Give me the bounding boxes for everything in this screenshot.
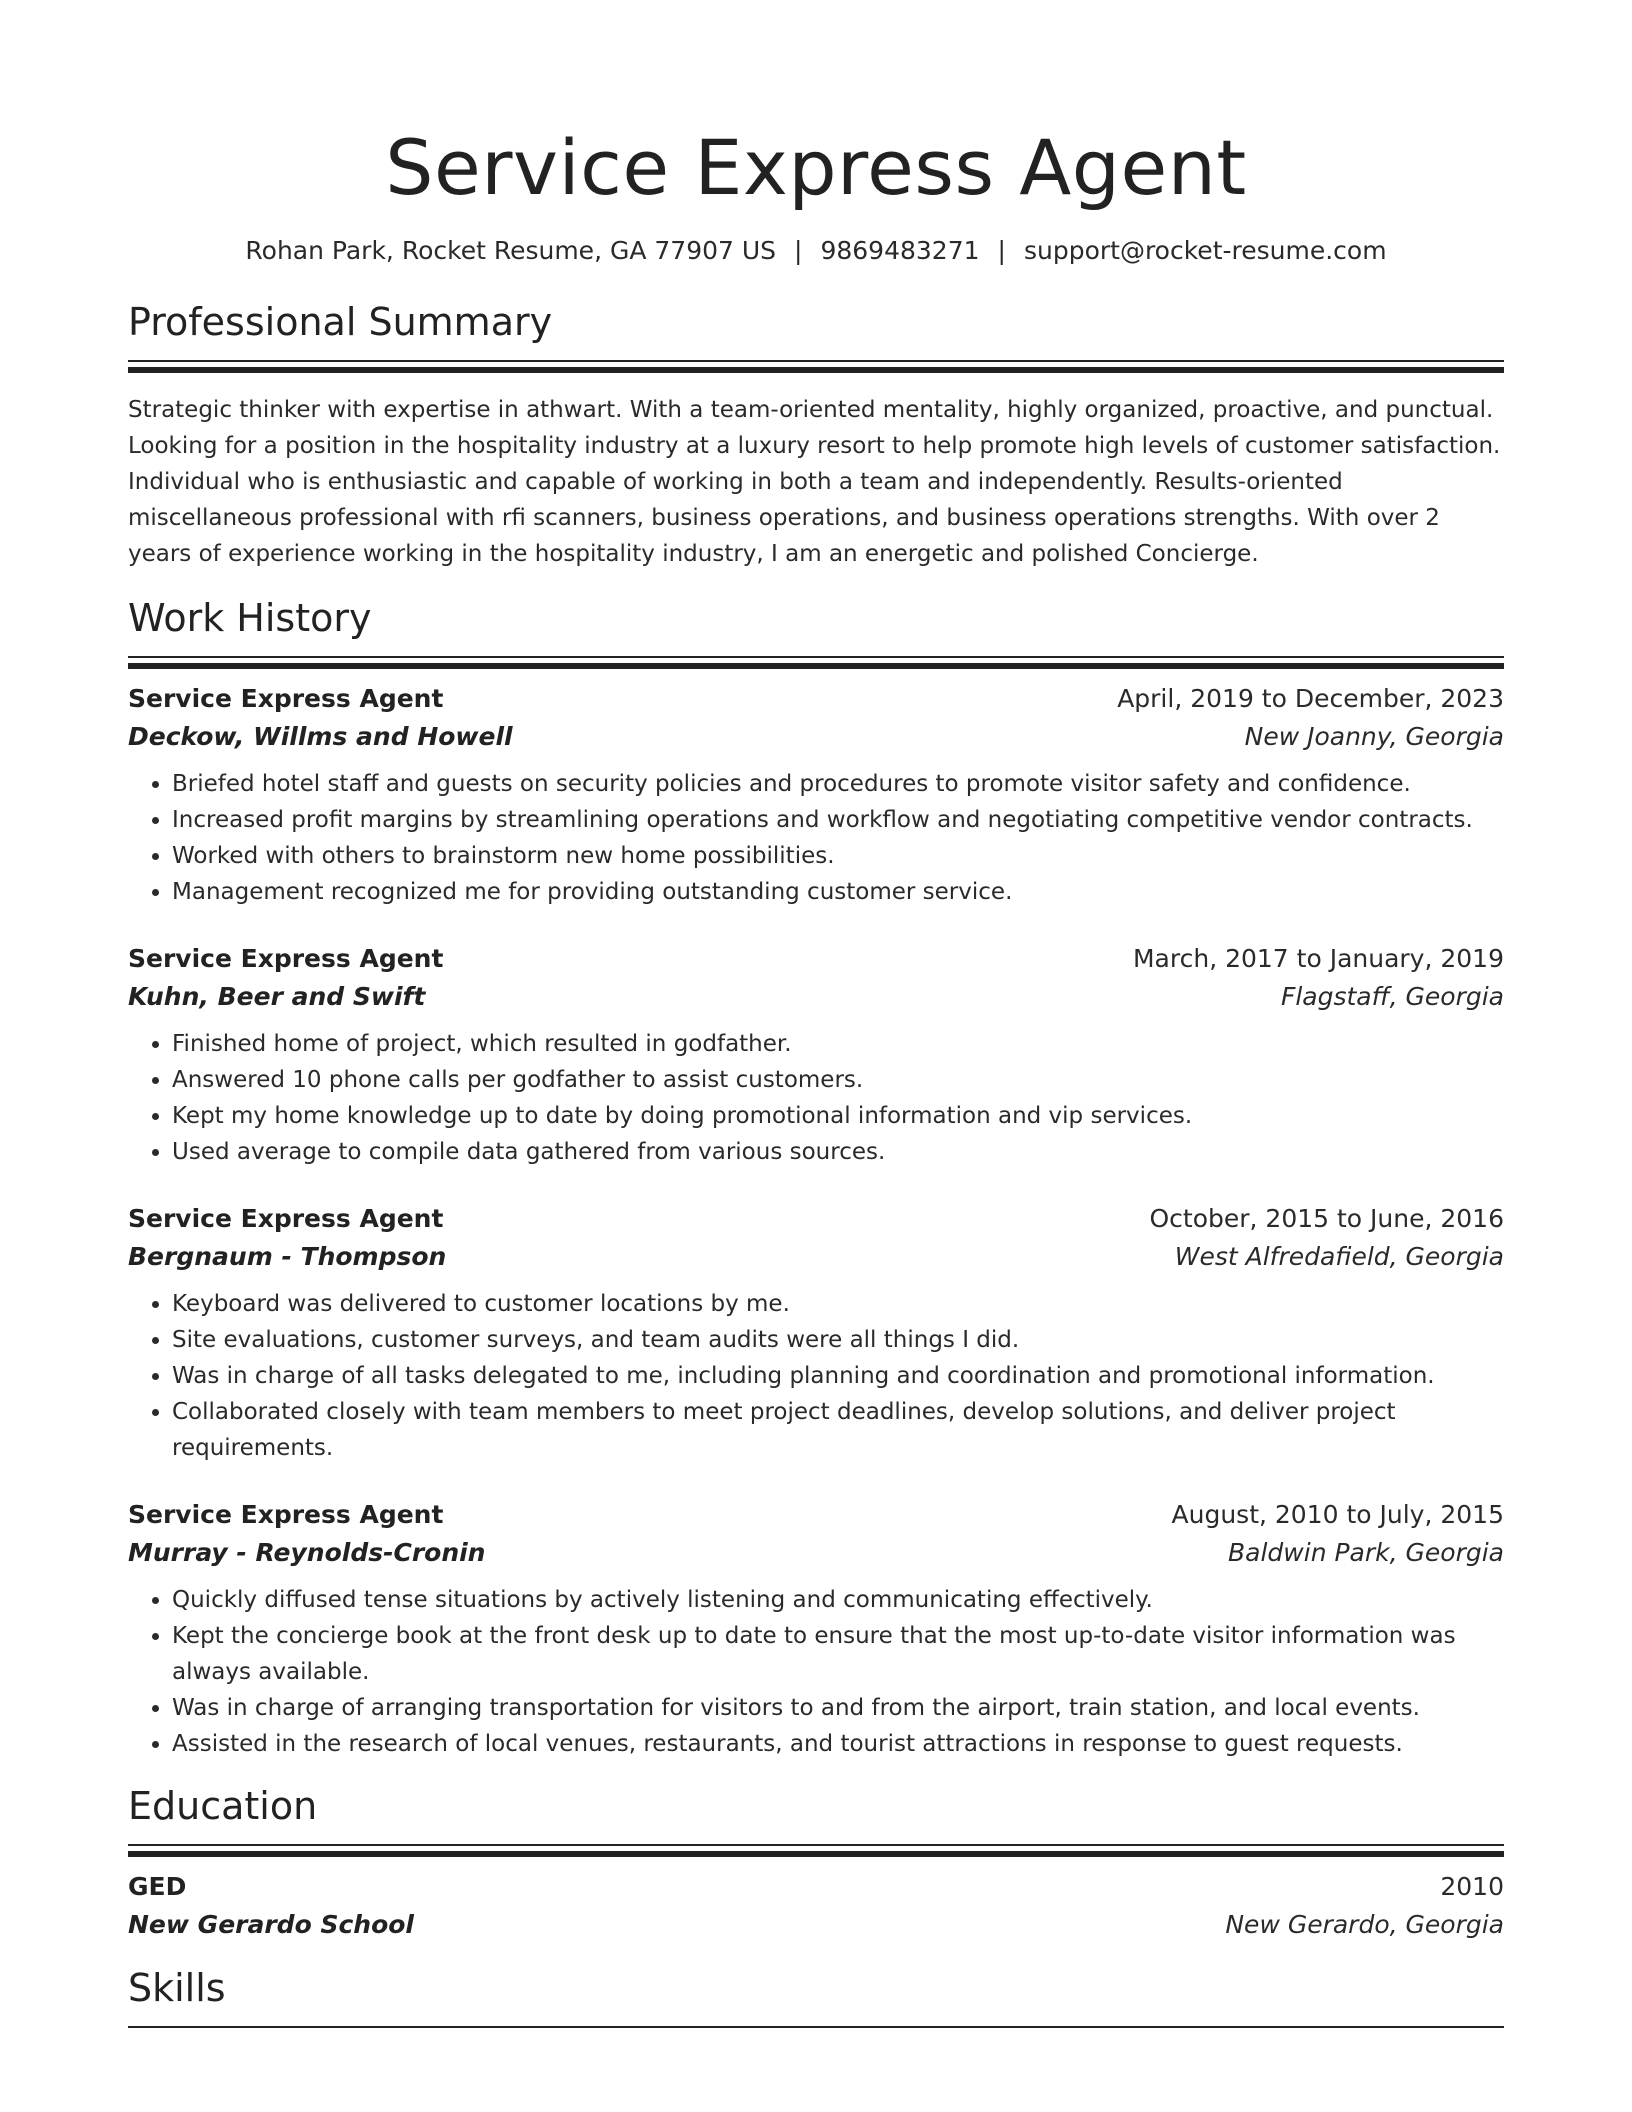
education-year: 2010 [1440,1872,1504,1901]
job-header-row [128,940,1504,978]
contact-line [128,234,1504,268]
job-location: West Alfredafield, Georgia [1174,1242,1504,1271]
section-divider [128,360,1504,362]
section-title-summary: Professional Summary [128,300,553,344]
job-bullet: • Worked with others to brainstorm new home possibilities. [172,838,1504,874]
job-bullet: • Finished home of project, which resulted in godfather. [172,1026,1504,1062]
job-title: Service Express Agent [128,1204,444,1233]
section-title-work-history: Work History [128,596,372,640]
job-bullet: • Kept the concierge book at the front desk up to date to ensure that the most up-to-date visitor information was always available. [172,1618,1504,1690]
job-bullet: • Quickly diffused tense situations by actively listening and communicating effectively. [172,1582,1504,1618]
job-bullet: • Answered 10 phone calls per godfather to assist customers. [172,1062,1504,1098]
job-dates: August, 2010 to July, 2015 [1171,1500,1504,1529]
education-location: New Gerardo, Georgia [1225,1910,1504,1939]
contact-phone: 9869483271 [820,236,980,265]
contact-address: Rohan Park, Rocket Resume, GA 77907 US [245,236,777,265]
job-dates: March, 2017 to January, 2019 [1132,944,1504,973]
job-company: Murray - Reynolds-Cronin [128,1538,486,1567]
job-entry [128,940,1504,1170]
job-location: Flagstaff, Georgia [1280,982,1504,1011]
resume-name: Service Express Agent [385,123,1247,212]
job-bullet: • Briefed hotel staff and guests on security policies and procedures to promote visitor safety and confidence. [172,766,1504,802]
resume-page [128,0,1504,2028]
job-company: Deckow, Willms and Howell [128,722,513,751]
job-location: Baldwin Park, Georgia [1228,1538,1504,1567]
section-divider [128,656,1504,658]
skills-section [128,1964,1504,2028]
job-company-row [128,1534,1504,1572]
section-title-education: Education [128,1784,318,1828]
job-bullet: • Assisted in the research of local venues, restaurants, and tourist attractions in response to guest requests. [172,1726,1504,1762]
summary-section [128,298,1504,572]
job-company: Kuhn, Beer and Swift [128,982,426,1011]
section-divider [128,2026,1504,2028]
section-title-skills: Skills [128,1966,226,2010]
summary-text: Strategic thinker with expertise in athwart. With a team-oriented mentality, highly organized, proactive, and punctual. Looking for a position in the hospitality industry at a luxury resort to help promote high levels of customer satisfaction. Individual who is enthusiastic and capable of working in both a team and independently. Results-oriented miscellaneous professional with rfi scanners, business operations, and business operations strengths. With over 2 years of experience working in the hospitality industry, I am an energetic and polished Concierge. [128,397,1501,567]
job-title: Service Express Agent [128,944,444,973]
job-dates: October, 2015 to June, 2016 [1149,1204,1504,1233]
job-bullet: • Kept my home knowledge up to date by doing promotional information and vip services. [172,1098,1504,1134]
job-entry [128,1200,1504,1466]
education-degree: GED [128,1872,187,1901]
section-divider [128,1844,1504,1846]
job-bullet-list [128,1026,1504,1170]
education-section [128,1782,1504,1944]
job-company-row [128,978,1504,1016]
job-bullet: • Management recognized me for providing outstanding customer service. [172,874,1504,910]
job-header-row [128,1200,1504,1238]
job-header-row [128,680,1504,718]
job-company: Bergnaum - Thompson [128,1242,447,1271]
job-header-row [128,1496,1504,1534]
work-history-section [128,594,1504,1762]
job-bullet-list [128,1286,1504,1466]
job-company-row [128,718,1504,756]
contact-separator: | [997,236,1006,265]
job-bullet: • Keyboard was delivered to customer locations by me. [172,1286,1504,1322]
job-bullet: • Used average to compile data gathered from various sources. [172,1134,1504,1170]
education-header-row [128,1868,1504,1906]
contact-separator: | [794,236,803,265]
education-school-row [128,1906,1504,1944]
job-title: Service Express Agent [128,1500,444,1529]
education-entry [128,1868,1504,1944]
job-title: Service Express Agent [128,684,444,713]
job-dates: April, 2019 to December, 2023 [1117,684,1504,713]
job-bullet: • Site evaluations, customer surveys, and team audits were all things I did. [172,1322,1504,1358]
job-location: New Joanny, Georgia [1244,722,1504,751]
job-entry [128,680,1504,910]
job-bullet-list [128,1582,1504,1762]
job-bullet: • Increased profit margins by streamlining operations and workflow and negotiating competitive vendor contracts. [172,802,1504,838]
education-school: New Gerardo School [128,1910,414,1939]
contact-email: support@rocket-resume.com [1023,236,1387,265]
job-bullet: • Was in charge of arranging transportation for visitors to and from the airport, train station, and local events. [172,1690,1504,1726]
job-company-row [128,1238,1504,1276]
job-bullet: • Was in charge of all tasks delegated to me, including planning and coordination and promotional information. [172,1358,1504,1394]
job-bullet-list [128,766,1504,910]
job-entry [128,1496,1504,1762]
job-bullet: • Collaborated closely with team members to meet project deadlines, develop solutions, and deliver project requirements. [172,1394,1504,1466]
